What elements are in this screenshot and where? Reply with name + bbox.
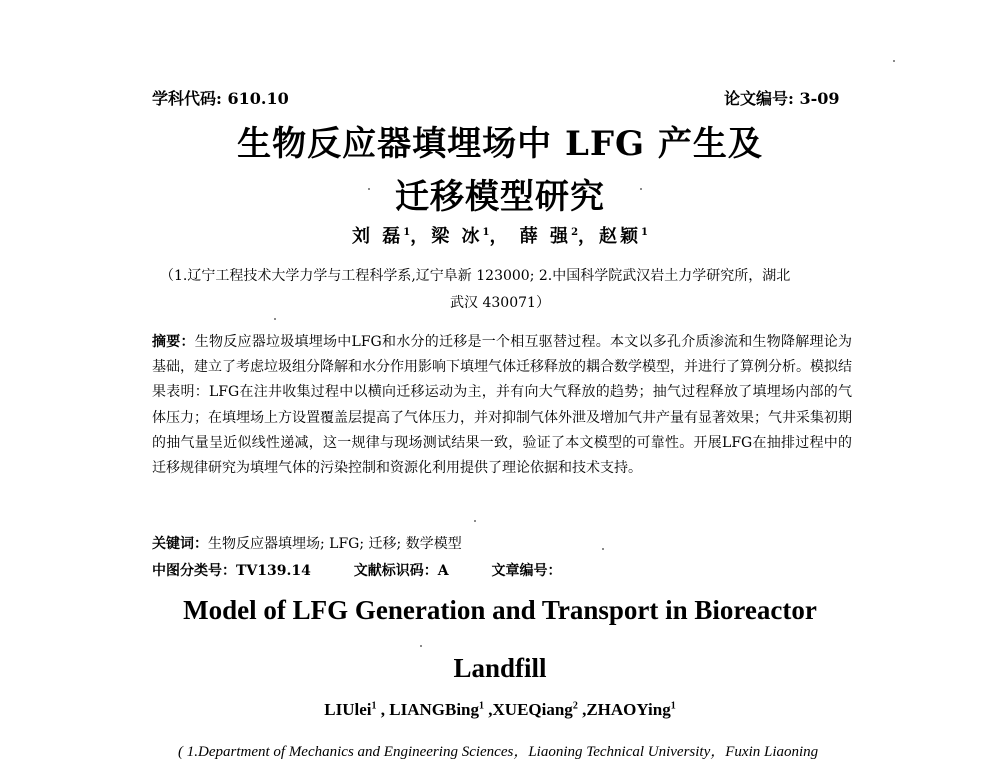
keywords-text: 生物反应器填埋场; LFG; 迁移; 数学模型 — [208, 536, 462, 552]
scan-speck — [274, 318, 276, 320]
author-en-name: LIUlei — [324, 700, 372, 719]
scan-speck — [474, 520, 476, 522]
scan-speck — [420, 645, 422, 647]
author-en-name: LIANGBing — [389, 700, 480, 719]
title-en-line2: Landfill — [453, 653, 547, 683]
classification-row — [152, 560, 600, 580]
author-cn-sup: 1 — [641, 227, 648, 238]
author-en-sup: 1 — [371, 700, 377, 712]
scan-speck — [368, 188, 370, 190]
author-en-name: ZHAOYing — [586, 700, 671, 719]
author-en-sup: 2 — [572, 700, 578, 712]
document-code: 文献标识码：A — [353, 563, 449, 579]
clc-number: 中图分类号：TV139.14 — [152, 563, 311, 579]
author-en-name: XUEQiang — [492, 700, 573, 719]
authors-en: LIUlei$^1$ , LIANGBing$^1$ ,XUEQiang$^2$ ,ZHAOYing$^1$ — [324, 700, 676, 719]
author-cn-sup: 2 — [571, 227, 579, 238]
author-cn-name: 赵颖 — [599, 226, 642, 247]
scan-speck — [893, 60, 895, 62]
article-number: 文章编号： — [491, 563, 562, 579]
author-cn-name: 梁 冰 — [431, 226, 483, 247]
affiliation-en: ( 1.Department of Mechanics and Engineering Sciences，Liaoning Technical University，Fuxin Liaoning — [178, 744, 819, 760]
title-cn-line2: 迁移模型研究 — [395, 177, 605, 217]
author-en-sup: 1 — [479, 700, 485, 712]
author-cn-sup: 1 — [403, 227, 411, 238]
affiliation-cn-line1: （1.辽宁工程技术大学力学与工程科学系,辽宁阜新 123000; 2.中国科学院武汉岩土力学研究所，湖北 — [160, 268, 791, 284]
scan-speck — [602, 548, 604, 550]
title-en-line1: Model of LFG Generation and Transport in Bioreactor — [183, 595, 817, 625]
author-cn-sup: 1 — [482, 227, 490, 238]
title-cn-line1: 生物反应器填埋场中 LFG 产生及 — [237, 124, 763, 164]
abstract-cn — [152, 330, 852, 481]
author-cn-name: 刘 磊 — [352, 226, 404, 247]
paper-number: 论文编号: 3-09 — [724, 89, 840, 108]
keywords-cn — [152, 533, 462, 553]
scan-speck — [640, 188, 642, 190]
author-en-sup: 1 — [670, 700, 676, 712]
subject-code: 学科代码: 610.10 — [152, 89, 289, 108]
abstract-label: 摘要： — [152, 334, 195, 350]
keywords-label: 关键词： — [152, 536, 208, 552]
authors-cn: 刘 磊$^1$，梁 冰$^1$， 薛 强$^2$，赵颖$^1$ — [352, 226, 648, 247]
affiliation-cn-line2: 武汉 430071） — [450, 295, 550, 311]
author-cn-name: 薛 强 — [519, 226, 572, 247]
abstract-text: 生物反应器垃圾填埋场中LFG和水分的迁移是一个相互驱替过程。本文以多孔介质渗流和生物降解理论为基础，建立了考虑垃圾组分降解和水分作用影响下填埋气体迁移释放的耦合数学模型，并进行了算例分析。模拟结果表明：LFG在注井收集过程中以横向迁移运动为主，并有向大气释放的趋势；抽气过程释放了填埋场内部的气体压力；在填埋场上方设置覆盖层提高了气体压力，并对抑制气体外泄及增加气井产量有显著效果；气井采集初期的抽气量呈近似线性递减，这一规律与现场测试结果一致，验证了本文模型的可靠性。开展LFG在抽排过程中的迁移规律研究为填埋气体的污染控制和资源化利用提供了理论依据和技术支持。 — [152, 334, 853, 477]
